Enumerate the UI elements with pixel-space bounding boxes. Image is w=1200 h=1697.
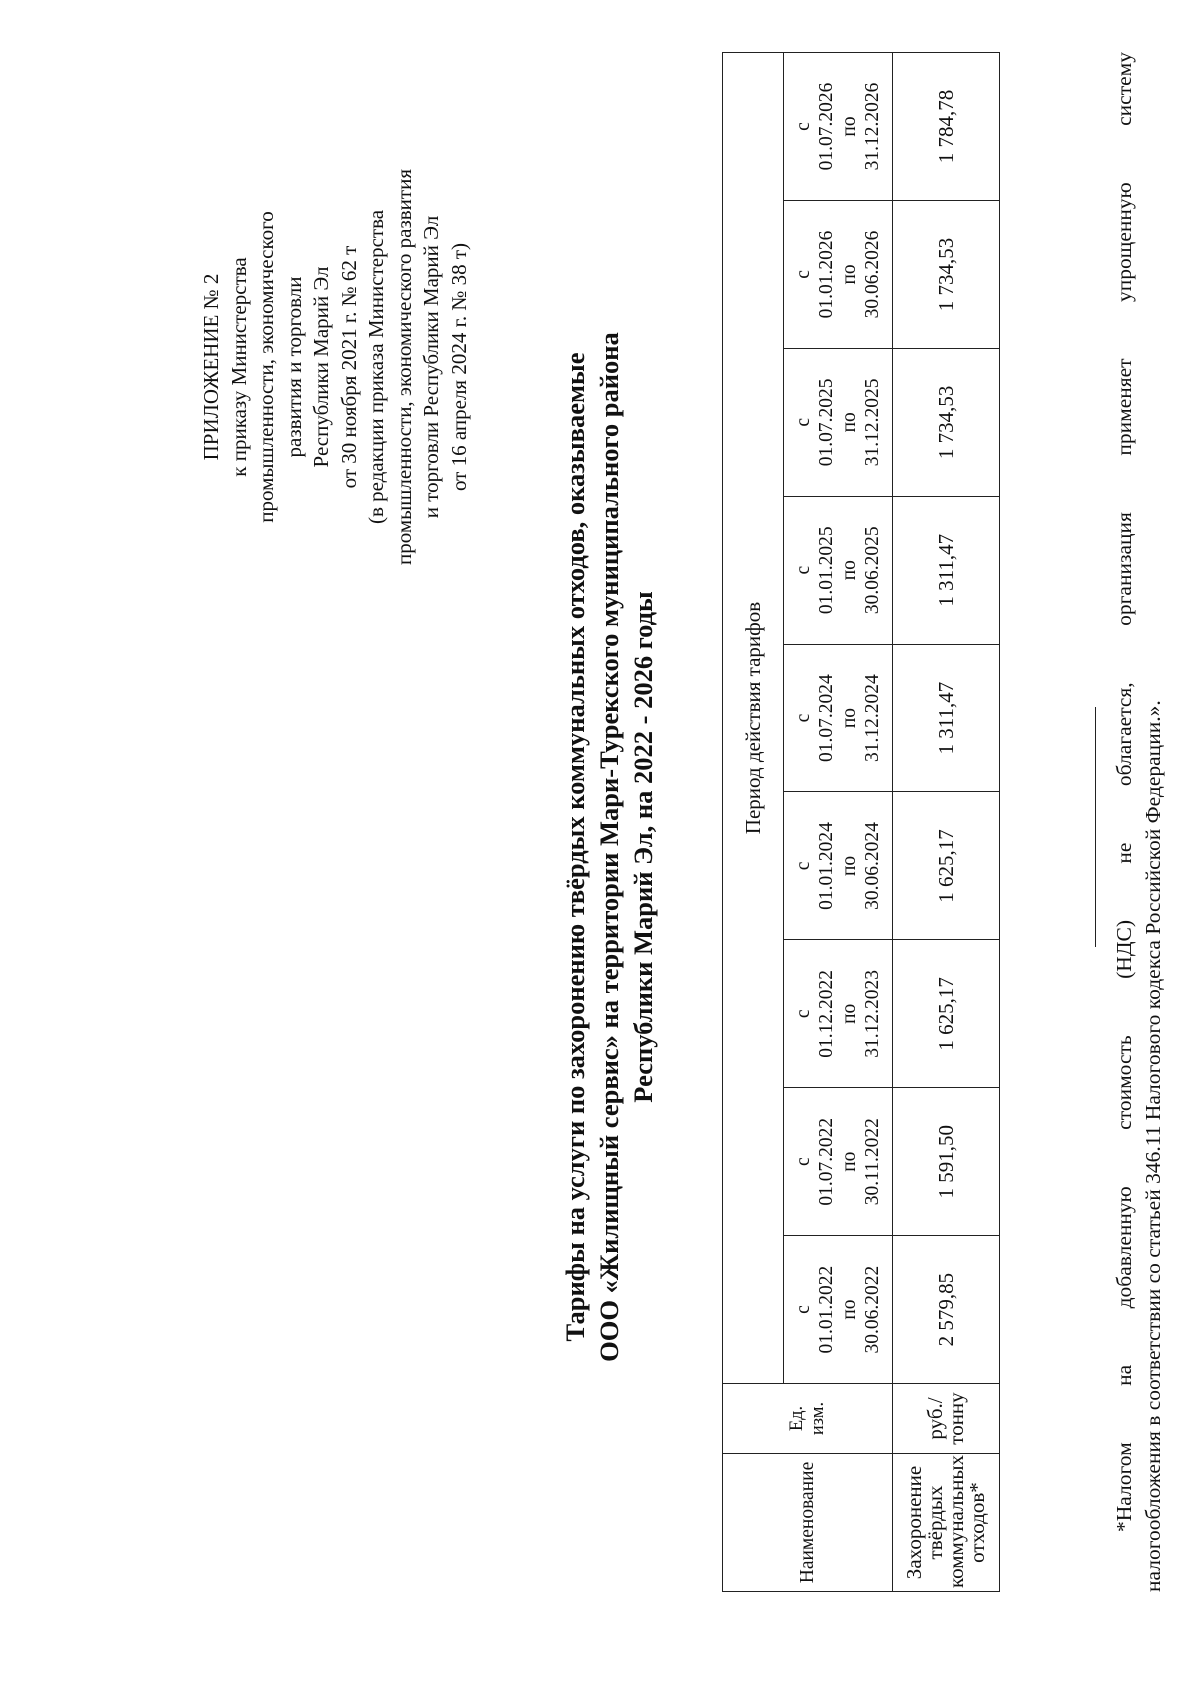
- period-header-cell: с 01.07.2022 по 30.11.2022: [784, 1088, 893, 1236]
- tariff-table: [722, 52, 1000, 1592]
- appendix-line: (в редакции приказа Министерства: [364, 209, 388, 525]
- appendix-header: [198, 107, 473, 627]
- footnote-line: налогообложения в соответствии со статьей 346.11 Налогового кодекса Российской Федерации.».: [1141, 700, 1165, 1592]
- appendix-line: промышленности, экономического развития: [391, 169, 416, 566]
- header-period: Период действия тарифов: [723, 53, 784, 1384]
- service-name: Захоронение твёрдых коммунальных отходов*: [893, 1454, 1000, 1592]
- appendix-line: Республики Марий Эл: [309, 266, 333, 468]
- footnote-line: *Налогом на добавленную стоимость (НДС) не облагается, организация применяет упрощенную систему: [1112, 52, 1136, 1532]
- period-header-cell: с 01.01.2022 по 30.06.2022: [784, 1236, 893, 1384]
- period-header-cell: с 01.12.2022 по 31.12.2023: [784, 940, 893, 1088]
- footnote: [1110, 52, 1168, 1592]
- header-name: Наименование: [723, 1454, 893, 1592]
- table-row: [893, 53, 1000, 1592]
- appendix-line: от 30 ноября 2021 г. № 62 т: [336, 245, 361, 489]
- appendix-line: к приказу Министерства: [226, 257, 251, 477]
- tariff-value: 2 579,85: [893, 1236, 1000, 1384]
- tariff-value: 1 784,78: [893, 53, 1000, 201]
- document-title: [558, 147, 660, 1547]
- tariff-value: 1 625,17: [893, 940, 1000, 1088]
- period-header-cell: с 01.01.2026 по 30.06.2026: [784, 201, 893, 349]
- appendix-line: ПРИЛОЖЕНИЕ № 2: [199, 273, 223, 461]
- appendix-line: развития и торговли: [281, 276, 306, 458]
- title-line: Тарифы на услуги по захоронению твёрдых коммунальных отходов, оказываемые: [560, 352, 590, 1342]
- tariff-value: 1 591,50: [893, 1088, 1000, 1236]
- appendix-line: промышленности, экономического: [254, 211, 278, 523]
- period-header-cell: с 01.07.2025 по 31.12.2025: [784, 348, 893, 496]
- period-header-cell: с 01.07.2026 по 31.12.2026: [784, 53, 893, 201]
- tariff-value: 1 311,47: [893, 496, 1000, 644]
- tariff-value: 1 625,17: [893, 792, 1000, 940]
- period-header-cell: с 01.07.2024 по 31.12.2024: [784, 644, 893, 792]
- separator-line: [1095, 707, 1096, 947]
- tariff-value: 1 311,47: [893, 644, 1000, 792]
- tariff-value: 1 734,53: [893, 348, 1000, 496]
- service-unit: руб./ тонну: [893, 1384, 1000, 1454]
- title-line: ООО «Жилищный сервис» на территории Мари-Турекского муниципального района: [594, 332, 624, 1362]
- appendix-line: от 16 апреля 2024 г. № 38 т): [446, 242, 471, 492]
- title-line: Республики Марий Эл, на 2022 - 2026 годы: [628, 591, 658, 1103]
- period-header-cell: с 01.01.2025 по 30.06.2025: [784, 496, 893, 644]
- appendix-line: и торговли Республики Марий Эл: [419, 215, 443, 519]
- tariff-value: 1 734,53: [893, 201, 1000, 349]
- header-unit: Ед. изм.: [723, 1384, 893, 1454]
- period-header-cell: с 01.01.2024 по 30.06.2024: [784, 792, 893, 940]
